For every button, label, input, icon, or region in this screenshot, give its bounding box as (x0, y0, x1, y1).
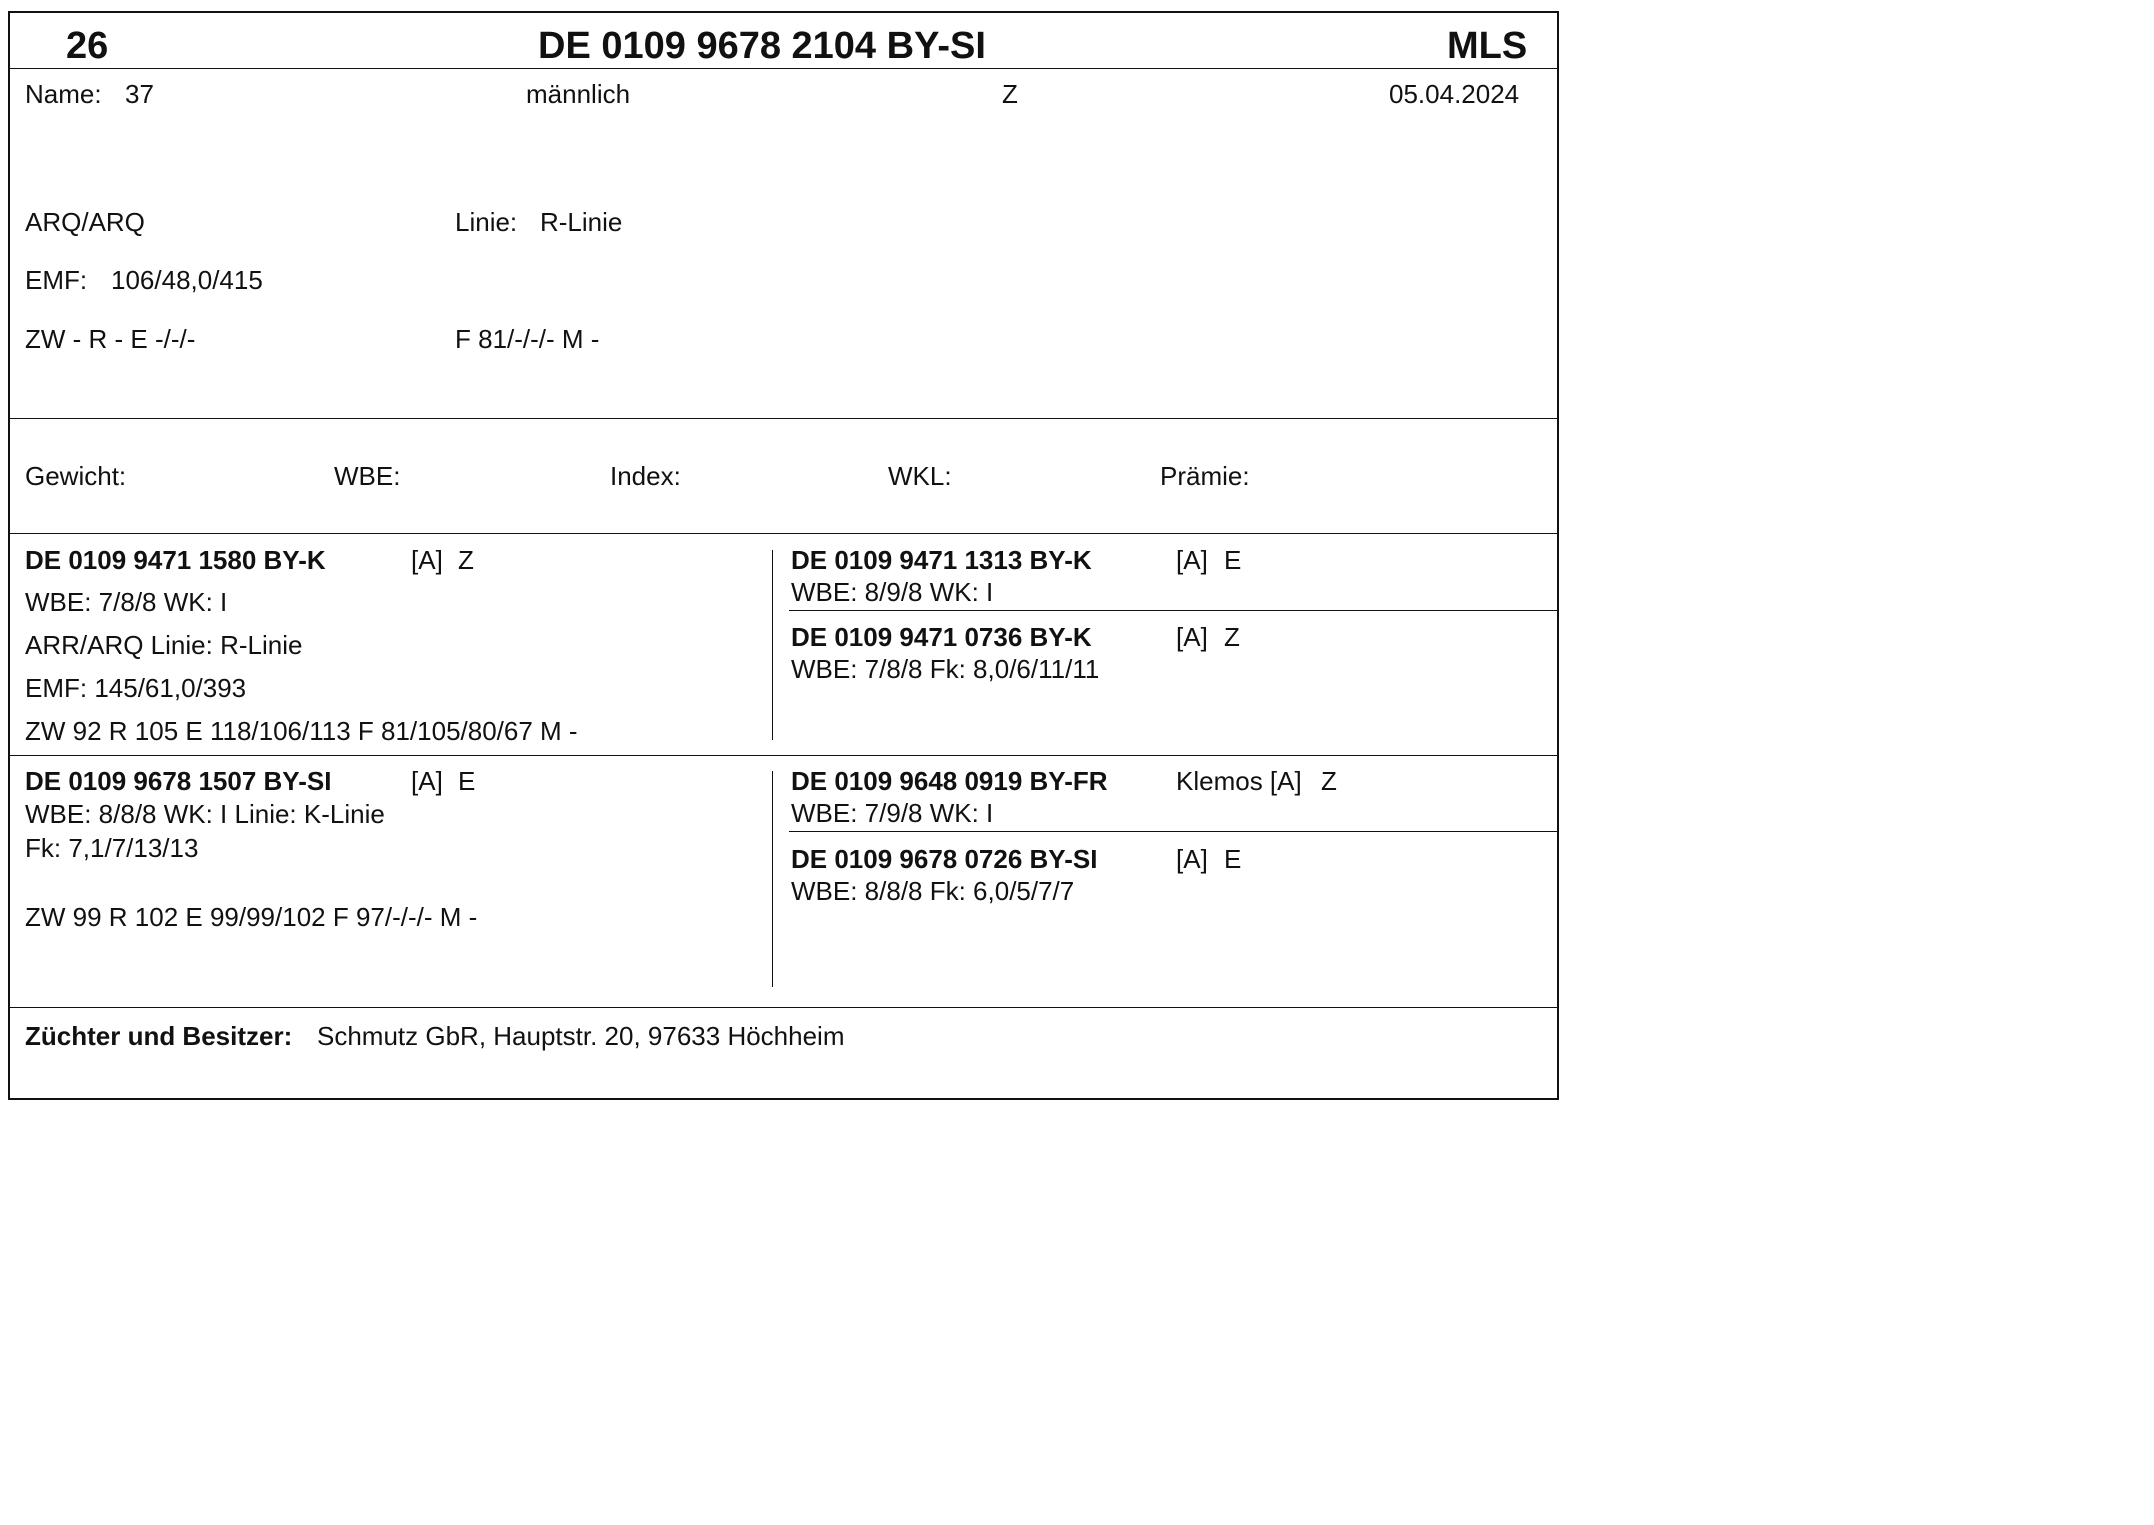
dam-dam-tag: [A] (1176, 844, 1208, 874)
gewicht-label: Gewicht: (25, 461, 127, 491)
sire-line: WBE: 7/8/8 WK: I (25, 587, 228, 617)
index-label: Index: (610, 461, 681, 491)
dam-sire-flag: Z (1321, 766, 1337, 796)
wkl-label: WKL: (888, 461, 952, 491)
breed-code: MLS (1447, 25, 1528, 67)
breeder-label: Züchter und Besitzer: (25, 1021, 293, 1051)
birth-date: 05.04.2024 (1389, 79, 1520, 109)
f-values: F 81/-/-/- M - (455, 324, 600, 354)
linie-label: Linie: (455, 207, 518, 237)
sire-tag: [A] (411, 545, 443, 575)
dam-dam-id: DE 0109 9678 0726 BY-SI (791, 844, 1098, 874)
sire-sire-id: DE 0109 9471 1313 BY-K (791, 545, 1092, 575)
info-divider (8, 418, 1559, 419)
sire-divider (8, 755, 1559, 756)
sire-column-divider (772, 550, 773, 740)
sire-dam-tag: [A] (1176, 622, 1208, 652)
dam-sire-line: WBE: 7/9/8 WK: I (791, 798, 994, 828)
sire-line: ARR/ARQ Linie: R-Linie (25, 630, 303, 660)
sire-grandparents-divider (789, 610, 1559, 611)
wbe-label: WBE: (334, 461, 401, 491)
animal-id: DE 0109 9678 2104 BY-SI (538, 25, 986, 67)
dam-line: WBE: 8/8/8 WK: I Linie: K-Linie (25, 799, 385, 829)
dam-dam-flag: E (1224, 844, 1242, 874)
name-label: Name: (25, 79, 102, 109)
dam-column-divider (772, 771, 773, 987)
sire-dam-id: DE 0109 9471 0736 BY-K (791, 622, 1092, 652)
dam-divider (8, 1007, 1559, 1008)
name-value: 37 (125, 79, 154, 109)
dam-sire-id: DE 0109 9648 0919 BY-FR (791, 766, 1108, 796)
dam-grandparents-divider (789, 831, 1559, 832)
header-divider (8, 68, 1559, 69)
sex: männlich (526, 79, 631, 109)
praemie-label: Prämie: (1160, 461, 1250, 491)
sire-line: ZW 92 R 105 E 118/106/113 F 81/105/80/67 M - (25, 716, 578, 746)
sire-sire-line: WBE: 8/9/8 WK: I (791, 577, 994, 607)
eval-divider (8, 533, 1559, 534)
status-flag: Z (1002, 79, 1018, 109)
sire-id: DE 0109 9471 1580 BY-K (25, 545, 326, 575)
linie-value: R-Linie (540, 207, 623, 237)
sire-line: EMF: 145/61,0/393 (25, 673, 247, 703)
breeder-value: Schmutz GbR, Hauptstr. 20, 97633 Höchheim (317, 1021, 845, 1051)
dam-tag: [A] (411, 766, 443, 796)
emf-label: EMF: (25, 265, 88, 295)
zw-values: ZW - R - E -/-/- (25, 324, 196, 354)
genotype: ARQ/ARQ (25, 207, 145, 237)
animal-number: 26 (66, 25, 109, 67)
sire-sire-tag: [A] (1176, 545, 1208, 575)
sire-dam-line: WBE: 7/8/8 Fk: 8,0/6/11/11 (791, 654, 1100, 684)
dam-line: ZW 99 R 102 E 99/99/102 F 97/-/-/- M - (25, 902, 478, 932)
dam-sire-tag: Klemos [A] (1176, 766, 1302, 796)
emf-value: 106/48,0/415 (111, 265, 263, 295)
dam-dam-line: WBE: 8/8/8 Fk: 6,0/5/7/7 (791, 876, 1075, 906)
sire-dam-flag: Z (1224, 622, 1240, 652)
sire-sire-flag: E (1224, 545, 1242, 575)
sire-flag: Z (458, 545, 474, 575)
dam-flag: E (458, 766, 476, 796)
dam-id: DE 0109 9678 1507 BY-SI (25, 766, 332, 796)
dam-line: Fk: 7,1/7/13/13 (25, 833, 199, 863)
